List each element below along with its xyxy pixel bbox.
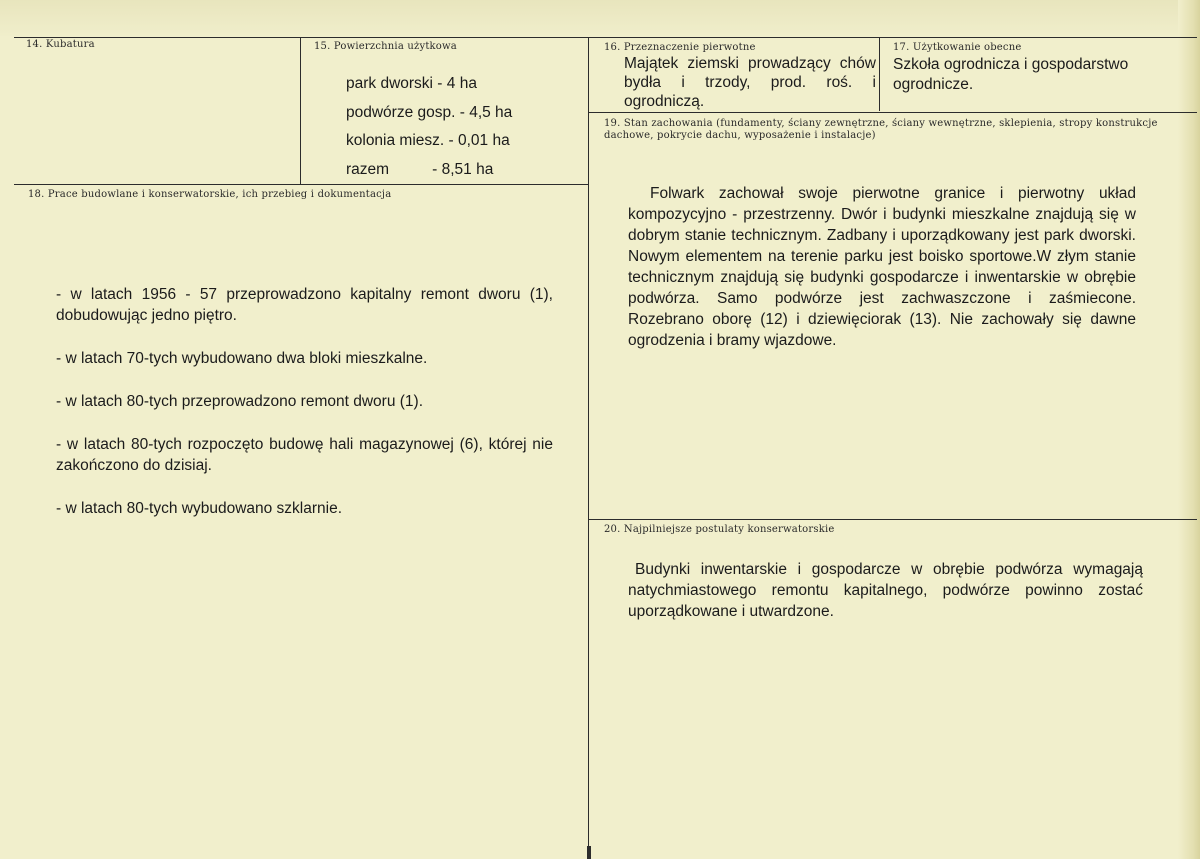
field-15-label: 15. Powierzchnia użytkowa (314, 41, 457, 52)
center-divider (588, 37, 589, 859)
field-20-text: Budynki inwentarskie i gospodarcze w obrębie podwórza wymagają natychmiastowego remontu kapitalnego, podwórze powinno zostać uporządkowane i utwardzone. (628, 561, 1143, 620)
field-17-label: 17. Użytkowanie obecne (893, 42, 1022, 53)
divider-16-17 (879, 37, 880, 111)
area-park: park dworski - 4 ha (346, 75, 477, 92)
divider-14-15 (300, 37, 301, 185)
field-16-label: 16. Przeznaczenie pierwotne (604, 42, 756, 53)
field-19-label: 19. Stan zachowania (fundamenty, ściany zewnętrzne, ściany wewnętrzne, sklepienia, stropy konstrukcje dachowe, pokrycie dachu, wyposażenie i instalacje) (604, 118, 1158, 141)
field-14-label: 14. Kubatura (26, 39, 95, 50)
field-20-label: 20. Najpilniejsze postulaty konserwatorskie (604, 524, 835, 535)
area-colony: kolonia miesz. - 0,01 ha (346, 132, 510, 149)
card-top-edge (0, 0, 1200, 36)
field-18-item: - w latach 1956 - 57 przeprowadzono kapitalny remont dworu (1), dobudowując jedno piętro. (56, 286, 553, 324)
field-18-list (56, 284, 553, 541)
top-rule (14, 37, 1197, 38)
card-right-edge (1178, 0, 1200, 859)
area-total: razem - 8,51 ha (346, 161, 494, 178)
field-15-area-list (346, 69, 576, 184)
area-yard: podwórze gosp. - 4,5 ha (346, 104, 513, 121)
field-16-text: Majątek ziemski prowadzący chów bydła i trzody, prod. roś. i ogrodniczą. (624, 55, 876, 110)
bottom-marker (587, 846, 591, 859)
field-18-label: 18. Prace budowlane i konserwatorskie, ich przebieg i dokumentacja (28, 189, 392, 200)
field-18-item: - w latach 80-tych wybudowano szklarnie. (56, 500, 343, 517)
field-17-text: Szkoła ogrodnicza i gospodarstwo ogrodnicze. (893, 56, 1129, 93)
field-18-item: - w latach 80-tych przeprowadzono remont dworu (1). (56, 393, 423, 410)
field-18-item: - w latach 70-tych wybudowano dwa bloki mieszkalne. (56, 350, 428, 367)
rule-above-19 (588, 112, 1197, 113)
rule-above-20 (588, 519, 1197, 520)
field-19-text: Folwark zachował swoje pierwotne granice i pierwotny układ kompozycyjno - przestrzenny. Dwór i budynki mieszkalne znajdują się w dobrym stanie technicznym. Zadbany i uporządkowany jest park dworski. Nowym elementem na terenie parku jest boisko sportowe.W złym stanie technicznym znajdują się budynki gospodarcze i inwentarskie w obrębie podwórza. Samo podwórze jest zachwaszczone i zaśmiecone. Rozebrano oborę (12) i dziewięciorak (13). Nie zachowały się dawne ogrodzenia i bramy wjazdowe. (628, 185, 1136, 349)
rule-above-18 (14, 184, 588, 185)
field-18-item: - w latach 80-tych rozpoczęto budowę hali magazynowej (6), której nie zakończono do dzisiaj. (56, 436, 553, 474)
